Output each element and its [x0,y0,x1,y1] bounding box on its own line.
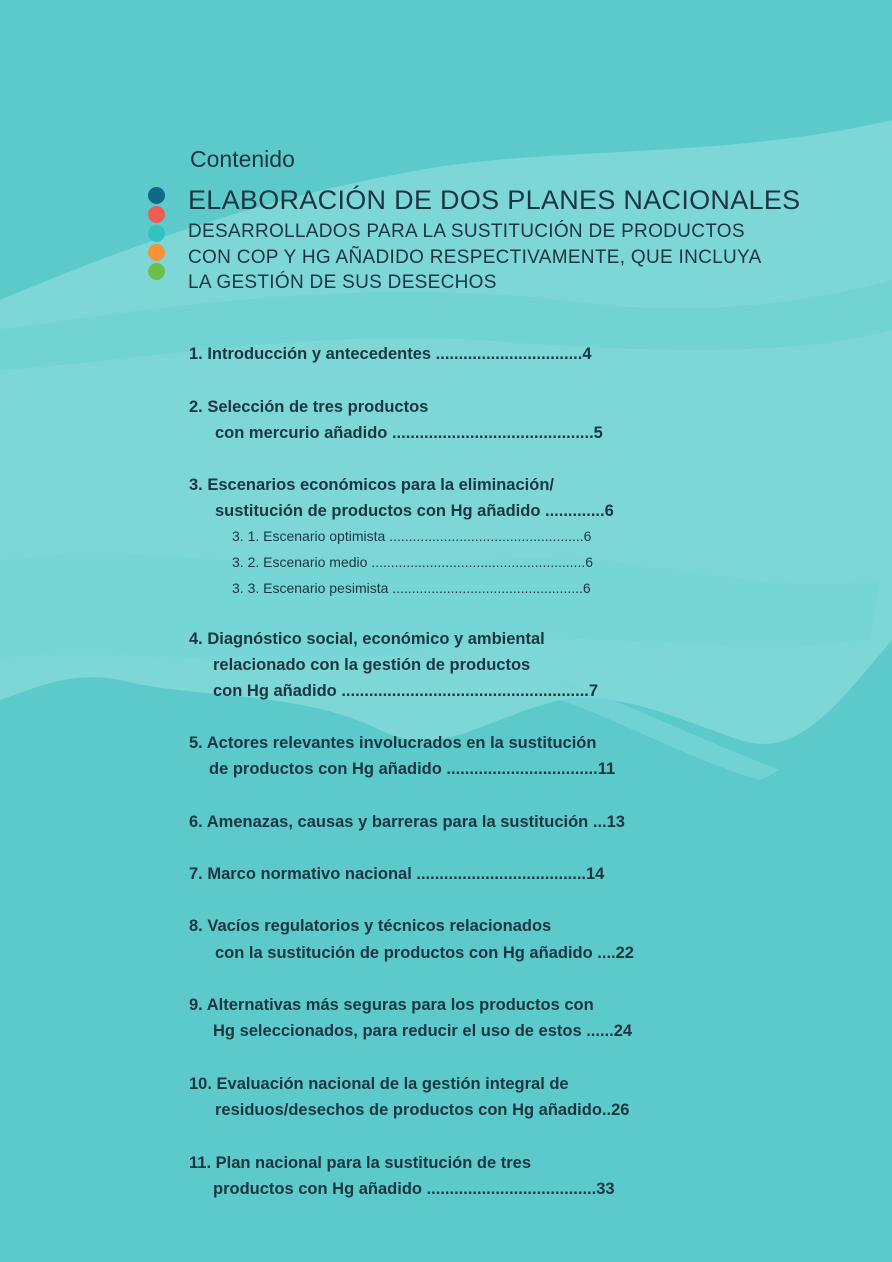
toc-entry-10-cont[interactable]: residuos/desechos de productos con Hg añadido..26 [215,1101,630,1119]
toc-entry-5-cont[interactable]: de productos con Hg añadido .................................11 [209,760,616,778]
toc-entry-9[interactable]: 9. Alternativas más seguras para los productos con [189,996,594,1014]
toc-entry-4-cont[interactable]: relacionado con la gestión de productos [213,656,531,674]
heading-sub-line: CON COP Y HG AÑADIDO RESPECTIVAMENTE, QUE INCLUYA [188,246,762,268]
toc-entry-4-cont[interactable]: con Hg añadido ......................................................7 [213,682,599,700]
toc-entry-9-cont[interactable]: Hg seleccionados, para reducir el uso de estos ......24 [213,1022,633,1040]
dot-green [148,263,165,280]
toc-entry-6[interactable]: 6. Amenazas, causas y barreras para la sustitución ...13 [189,813,625,831]
toc-entry-5[interactable]: 5. Actores relevantes involucrados en la sustitución [189,734,597,752]
toc-subentry-3-1[interactable]: 3. 1. Escenario optimista ..................................................6 [232,528,592,544]
heading-sub-line: DESARROLLADOS PARA LA SUSTITUCIÓN DE PRODUCTOS [188,221,745,242]
toc-entry-11-cont[interactable]: productos con Hg añadido .....................................33 [213,1180,615,1198]
heading-main: ELABORACIÓN DE DOS PLANES NACIONALES [188,185,801,215]
color-dots [148,187,166,282]
toc-entry-8-cont[interactable]: con la sustitución de productos con Hg añadido ....22 [215,944,634,962]
heading-sub-line: LA GESTIÓN DE SUS DESECHOS [188,272,497,293]
toc-entry-4[interactable]: 4. Diagnóstico social, económico y ambiental [189,630,545,648]
toc-entry-3-cont[interactable]: sustitución de productos con Hg añadido .............6 [215,502,614,520]
toc-entry-3[interactable]: 3. Escenarios económicos para la eliminación/ [189,476,554,494]
toc-entry-11[interactable]: 11. Plan nacional para la sustitución de tres [189,1154,532,1172]
toc-entry-2[interactable]: 2. Selección de tres productos [189,398,429,416]
toc-title: Contenido [190,146,295,172]
toc-entry-7[interactable]: 7. Marco normativo nacional .....................................14 [189,865,605,883]
toc-subentry-3-3[interactable]: 3. 3. Escenario pesimista .................................................6 [232,580,591,596]
heading-sub [188,219,762,296]
toc-entry-10[interactable]: 10. Evaluación nacional de la gestión integral de [189,1075,569,1093]
dot-orange [148,244,165,261]
dot-navy [148,187,165,204]
toc-entry-2-cont[interactable]: con mercurio añadido ............................................5 [215,424,603,442]
toc-entry-1[interactable]: 1. Introducción y antecedentes ................................4 [189,345,592,363]
toc-subentry-3-2[interactable]: 3. 2. Escenario medio .......................................................6 [232,554,594,570]
dot-red [148,206,165,223]
dot-teal [148,225,165,242]
toc-entry-8[interactable]: 8. Vacíos regulatorios y técnicos relacionados [189,917,552,935]
